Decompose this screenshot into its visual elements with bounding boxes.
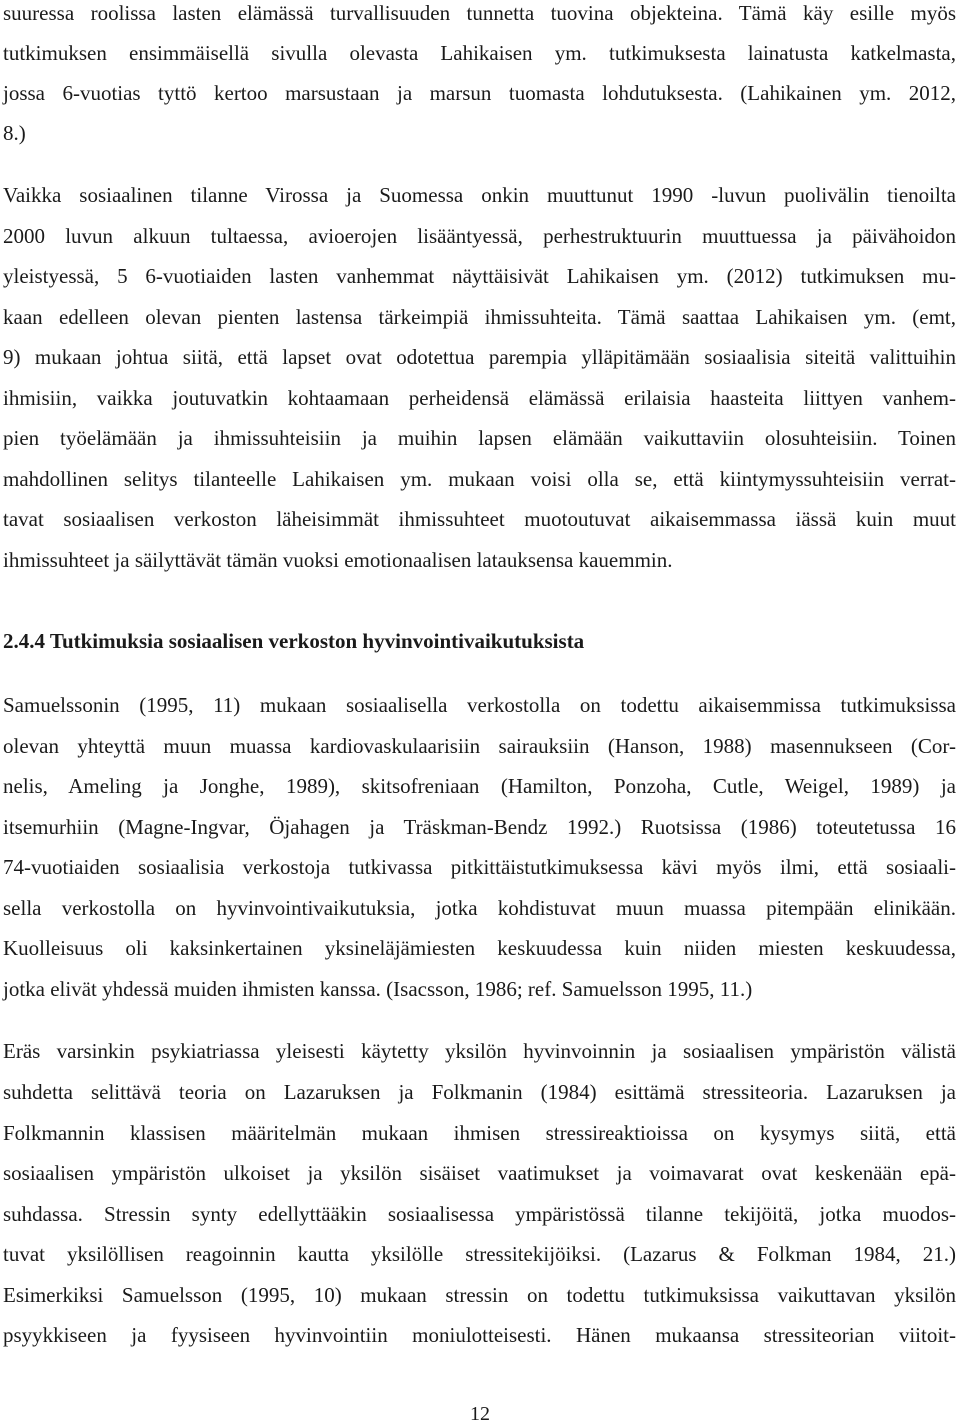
text-line: 74-vuotiaiden sosiaalisia verkostoja tutkivassa pitkittäistutkimuksessa kävi myös ilmi, että sosiaali- [3, 855, 956, 879]
text-line: sosiaalisen ympäristön ulkoiset ja yksilön sisäiset vaatimukset ja voimavarat ovat keskenään epä- [3, 1161, 956, 1185]
text-line: suhdassa. Stressin synty edellyttääkin sosiaalisessa ympäristössä tilanne tekijöitä, jotka muodos- [3, 1202, 956, 1226]
text-line: Esimerkiksi Samuelsson (1995, 10) mukaan stressin on todettu tutkimuksissa vaikuttavan yksilön [3, 1283, 956, 1307]
text-line: suhdetta selittävä teoria on Lazaruksen ja Folkmanin (1984) esittämä stressiteoria. Lazaruksen ja [3, 1080, 956, 1104]
text-line: Folkmannin klassisen määritelmän mukaan ihmisen stressireaktioissa on kysymys siitä, että [3, 1121, 956, 1145]
page-number: 12 [470, 1403, 490, 1425]
text-line: jossa 6-vuotias tyttö kertoo marsustaan ja marsun tuomasta lohdutuksesta. (Lahikainen ym. 2012, [3, 81, 956, 105]
text-line: ihmisiin, vaikka joutuvatkin kohtaamaan perheidensä elämässä erilaisia haasteita liittyen vanhem- [3, 386, 956, 410]
text-line: Samuelssonin (1995, 11) mukaan sosiaalisella verkostolla on todettu aikaisemmissa tutkimuksissa [3, 693, 956, 717]
text-line: jotka elivät yhdessä muiden ihmisten kanssa. (Isacsson, 1986; ref. Samuelsson 1995, 11.) [3, 977, 753, 1001]
text-line: mahdollinen selitys tilanteelle Lahikaisen ym. mukaan voisi olla se, että kiintymyssuhteisiin verrat- [3, 467, 956, 491]
text-line: sella verkostolla on hyvinvointivaikutuksia, jotka kohdistuvat muun muassa pitempään elinikään. [3, 896, 956, 920]
text-line: kaan edelleen olevan pienten lastensa tärkeimpiä ihmissuhteita. Tämä saattaa Lahikaisen ym. (emt, [3, 305, 956, 329]
text-line: psyykkiseen ja fyysiseen hyvinvointiin moniulotteisesti. Hänen mukaansa stressiteorian viitoit- [3, 1323, 956, 1347]
text-line: ihmissuhteet ja säilyttävät tämän vuoksi emotionaalisen latauksensa kauemmin. [3, 548, 673, 572]
text-line: itsemurhiin (Magne-Ingvar, Öjahagen ja Träskman-Bendz 1992.) Ruotsissa (1986) toteutetussa 16 [3, 815, 956, 839]
text-line: 9) mukaan johtua siitä, että lapset ovat odotettua parempia ylläpitämään sosiaalisia siteitä valittuihin [3, 345, 956, 369]
section-heading: 2.4.4 Tutkimuksia sosiaalisen verkoston hyvinvointivaikutuksista [3, 629, 585, 653]
text-line: olevan yhteyttä muun muassa kardiovaskulaarisiin sairauksiin (Hanson, 1988) masennukseen (Cor- [3, 734, 956, 758]
text-line: Kuolleisuus oli kaksinkertainen yksineläjämiesten keskuudessa kuin niiden miesten keskuudessa, [3, 936, 956, 960]
text-line: suuressa roolissa lasten elämässä turvallisuuden tunnetta tuovina objekteina. Tämä käy esille myös [3, 1, 956, 25]
text-line: pien työelämään ja ihmissuhteisiin ja muihin lapsen elämään vaikuttaviin olosuhteisiin. Toinen [3, 426, 956, 450]
text-line: tavat sosiaalisen verkoston läheisimmät ihmissuhteet muotoutuvat aikaisemmassa iässä kuin muut [3, 507, 956, 531]
text-line: yleistyessä, 5 6-vuotiaiden lasten vanhemmat näyttäisivät Lahikaisen ym. (2012) tutkimuksen mu- [3, 264, 956, 288]
text-line: Vaikka sosiaalinen tilanne Virossa ja Suomessa onkin muuttunut 1990 -luvun puolivälin tienoilta [3, 183, 956, 207]
text-line: 8.) [3, 121, 26, 145]
text-line: Eräs varsinkin psykiatriassa yleisesti käytetty yksilön hyvinvoinnin ja sosiaalisen ympäristön välistä [3, 1039, 956, 1063]
text-line: tutkimuksen ensimmäisellä sivulla olevasta Lahikaisen ym. tutkimuksesta lainatusta katkelmasta, [3, 41, 956, 65]
text-line: nelis, Ameling ja Jonghe, 1989), skitsofreniaan (Hamilton, Ponzoha, Cutle, Weigel, 1989) ja [3, 774, 956, 798]
text-line: tuvat yksilöllisen reagoinnin kautta yksilölle stressitekijöiksi. (Lazarus & Folkman 1984, 21.) [3, 1242, 956, 1266]
text-line: 2000 luvun alkuun tultaessa, avioerojen lisääntyessä, perhestruktuurin muuttuessa ja päivähoidon [3, 224, 956, 248]
